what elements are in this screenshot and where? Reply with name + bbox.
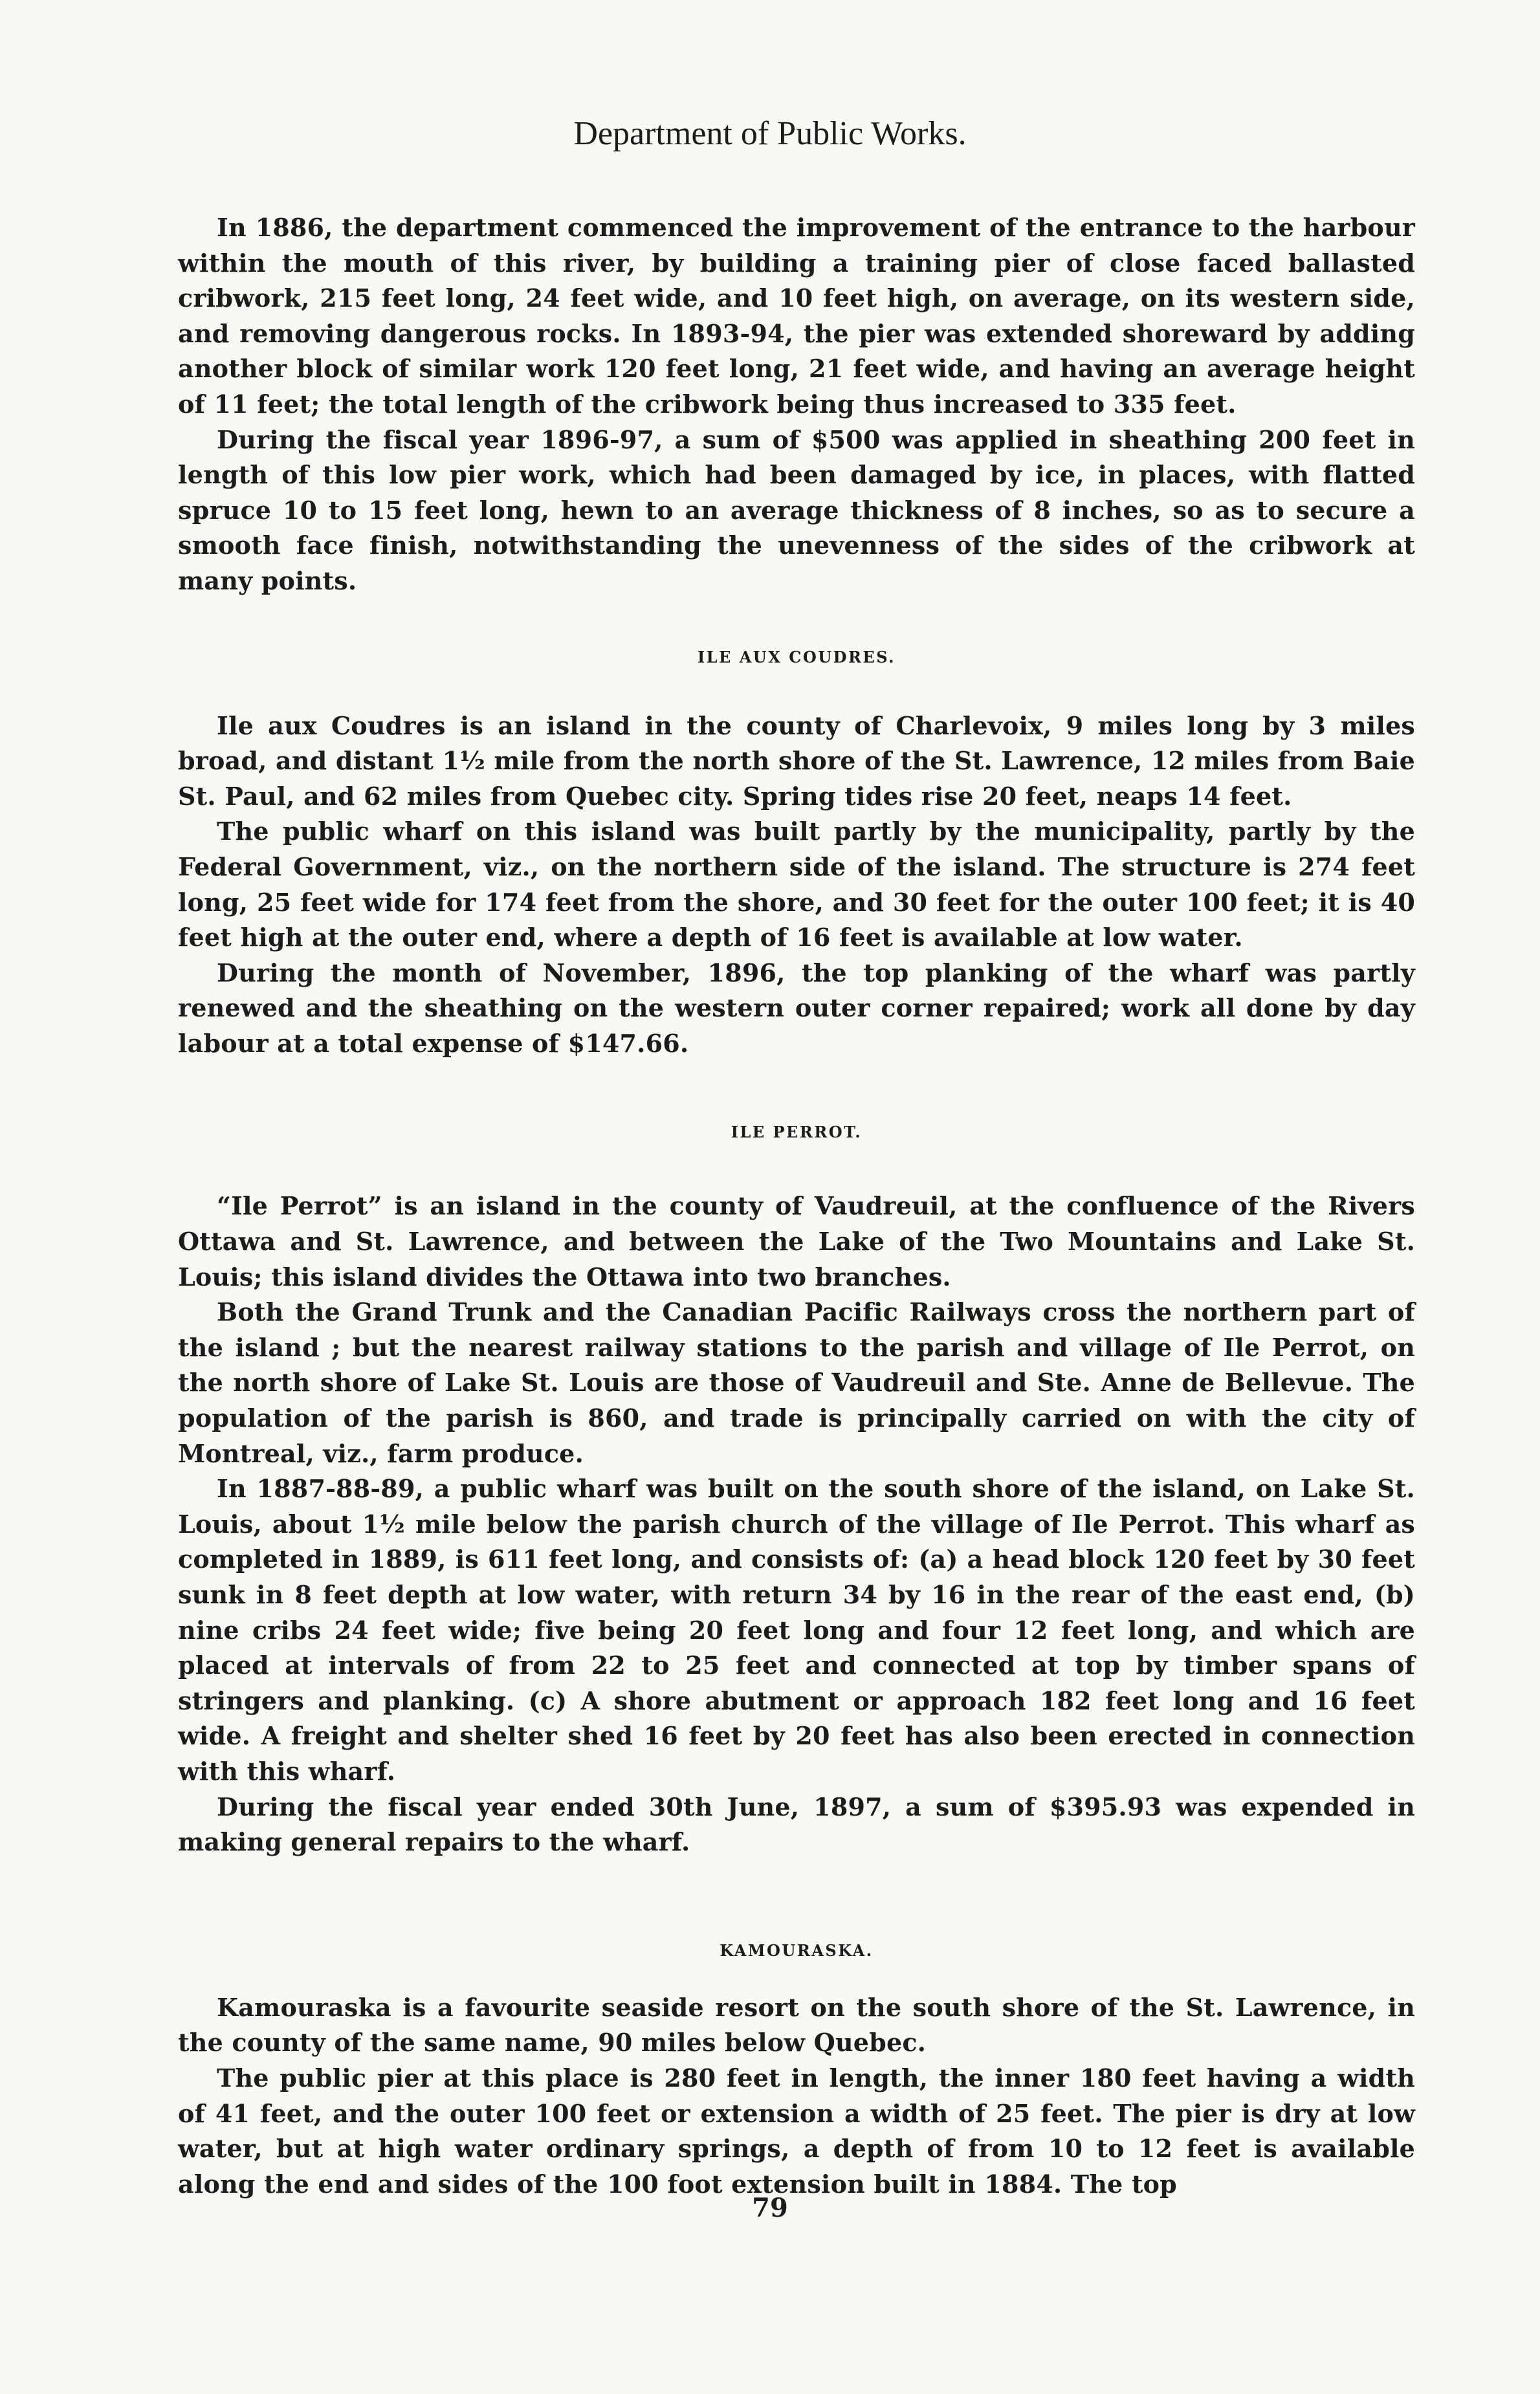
paragraph: During the fiscal year ended 30th June, 1897, a sum of $395.93 was expended in making general repairs to the wharf. (178, 1792, 1415, 1857)
section-heading-ile-aux-coudres: ILE AUX COUDRES. (697, 647, 896, 666)
page-body (178, 210, 1415, 2202)
paragraph: The public wharf on this island was built partly by the municipality, partly by the Federal Government, viz., on the northern side of the island. The structure is 274 feet long, 25 feet wide for 174 feet from the shore, and 30 feet for the outer 100 feet; it is 40 feet high at the outer end, where a depth of 16 feet is available at low water. (178, 817, 1415, 952)
paragraph: In 1887-88-89, a public wharf was built on the south shore of the island, on Lake St. Louis, about 1½ mile below the parish church of the village of Ile Perrot. This wharf as completed in 1889, is 611 feet long, and consists of: (a) a head block 120 feet by 30 feet sunk in 8 feet depth at low water, with return 34 by 16 in the rear of the east end, (b) nine cribs 24 feet wide; five being 20 feet long and four 12 feet long, and which are placed at intervals of from 22 to 25 feet and connected at top by timber spans of stringers and planking. (c) A shore abutment or approach 182 feet long and 16 feet wide. A freight and shelter shed 16 feet by 20 feet has also been erected in connection with this wharf. (178, 1474, 1415, 1786)
section-heading-kamouraska: KAMOURASKA. (720, 1940, 874, 1960)
paragraph: In 1886, the department commenced the improvement of the entrance to the harbour within the mouth of this river, by building a training pier of close faced ballasted cribwork, 215 feet long, 24 feet wide, and 10 feet high, on average, on its western side, and removing dangerous rocks. In 1893-94, the pier was extended shoreward by adding another block of similar work 120 feet long, 21 feet wide, and having an average height of 11 feet; the total length of the cribwork being thus increased to 335 feet. (178, 213, 1415, 419)
paragraph: During the fiscal year 1896-97, a sum of $500 was applied in sheathing 200 feet in length of this low pier work, which had been damaged by ice, in places, with flatted spruce 10 to 15 feet long, hewn to an average thickness of 8 inches, so as to secure a smooth face finish, notwithstanding the unevenness of the sides of the cribwork at many points. (178, 424, 1415, 595)
paragraph: Kamouraska is a favourite seaside resort on the south shore of the St. Lawrence, in the county of the same name, 90 miles below Quebec. (178, 1992, 1415, 2058)
paragraph: The public pier at this place is 280 feet in length, the inner 180 feet having a width of 41 feet, and the outer 100 feet or extension a width of 25 feet. The pier is dry at low water, but at high water ordinary springs, a depth of from 10 to 12 feet is available along the end and sides of the 100 foot extension built in 1884. The top (178, 2063, 1415, 2199)
page-header: Department of Public Works. (573, 115, 967, 152)
paragraph: “Ile Perrot” is an island in the county of Vaudreuil, at the confluence of the Rivers Ottawa and St. Lawrence, and between the Lake of the Two Mountains and Lake St. Louis; this island divides the Ottawa into two branches. (178, 1191, 1415, 1291)
paragraph: During the month of November, 1896, the top planking of the wharf was partly renewed and the sheathing on the western outer corner repaired; work all done by day labour at a total expense of $147.66. (178, 958, 1415, 1058)
section-heading-ile-perrot: ILE PERROT. (731, 1123, 863, 1142)
paragraph: Ile aux Coudres is an island in the county of Charlevoix, 9 miles long by 3 miles broad, and distant 1½ mile from the north shore of the St. Lawrence, 12 miles from Baie St. Paul, and 62 miles from Quebec city. Spring tides rise 20 feet, neaps 14 feet. (178, 710, 1415, 811)
page-number: 79 (752, 2193, 788, 2223)
paragraph: Both the Grand Trunk and the Canadian Pacific Railways cross the northern part of the island ; but the nearest railway stations to the parish and village of Ile Perrot, on the north shore of Lake St. Louis are those of Vaudreuil and Ste. Anne de Bellevue. The population of the parish is 860, and trade is principally carried on with the city of Montreal, viz., farm produce. (178, 1297, 1415, 1468)
